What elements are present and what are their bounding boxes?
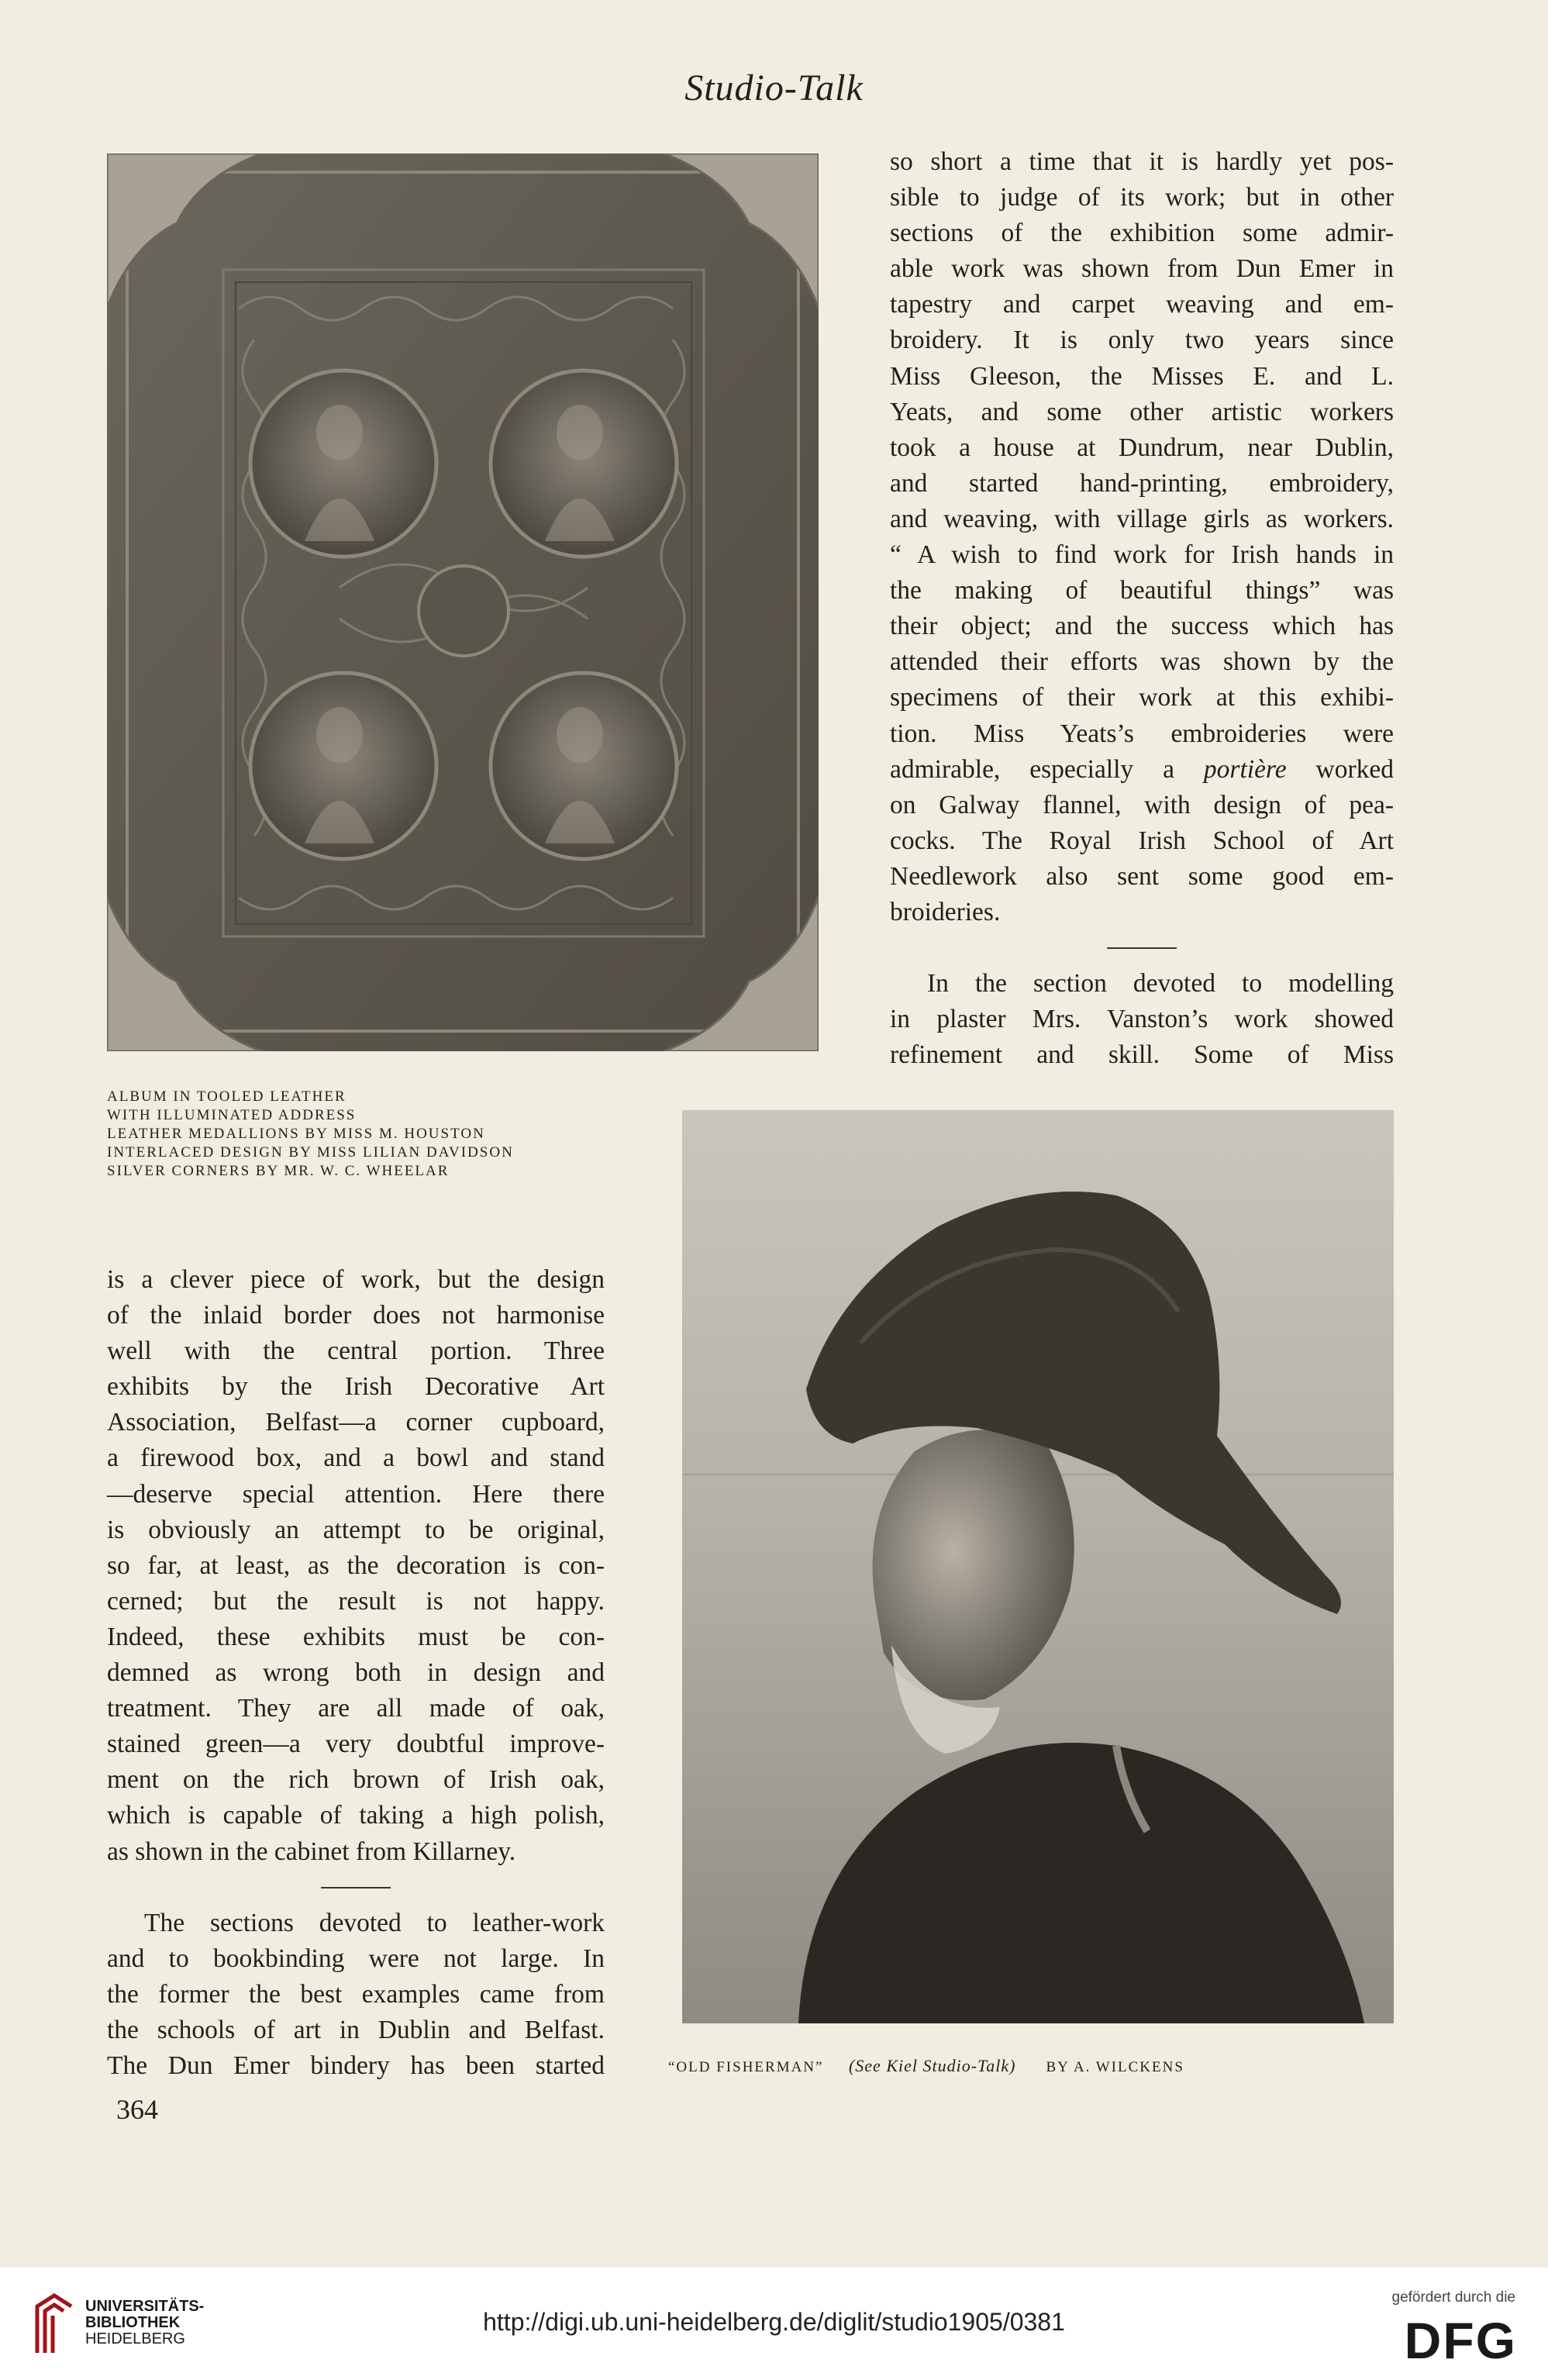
text-line: able work was shown from Dun Emer in (890, 254, 1394, 284)
album-plate-image (107, 153, 819, 1051)
page-number: 364 (116, 2094, 158, 2125)
text-line: is obviously an attempt to be original, (107, 1515, 605, 1544)
text-line: sections of the exhibition some admir- (890, 219, 1394, 248)
text-fragment: admirable, especially a (890, 754, 1174, 784)
right-column-text (890, 144, 1394, 1073)
text-line: so far, at least, as the decoration is con- (107, 1550, 605, 1580)
text-line: well with the central portion. Three (107, 1337, 605, 1366)
text-line: tion. Miss Yeats’s embroideries were (890, 719, 1394, 748)
text-line: a firewood box, and a bowl and stand (107, 1444, 605, 1473)
text-line: cocks. The Royal Irish School of Art (890, 826, 1394, 855)
fisherman-portrait-illustration (682, 1110, 1394, 2023)
text-line: of the inlaid border does not harmonise (107, 1301, 605, 1330)
text-line: the former the best examples came from (107, 1979, 605, 2009)
portiere-italic: portière (1203, 754, 1287, 784)
source-url-link[interactable]: http://digi.ub.uni-heidelberg.de/diglit/studio1905/0381 (483, 2308, 1065, 2336)
library-name-line: BIBLIOTHEK (85, 2314, 181, 2331)
text-line: their object; and the success which has (890, 612, 1394, 641)
text-line: Indeed, these exhibits must be con- (107, 1622, 605, 1651)
text-line: the schools of art in Dublin and Belfast. (107, 2015, 605, 2044)
running-head: Studio-Talk (684, 67, 864, 109)
text-line: the making of beautiful things” was (890, 576, 1394, 605)
text-line (890, 752, 1394, 788)
text-line: attended their efforts was shown by the (890, 647, 1394, 677)
text-line: Miss Gleeson, the Misses E. and L. (890, 361, 1394, 391)
text-line: exhibits by the Irish Decorative Art (107, 1372, 605, 1402)
text-line: is a clever piece of work, but the design (107, 1265, 605, 1294)
text-line: broidery. It is only two years since (890, 326, 1394, 355)
text-line: as shown in the cabinet from Killarney. (107, 1837, 516, 1866)
text-line: “ A wish to find work for Irish hands in (890, 540, 1394, 570)
album-cover-illustration (107, 153, 819, 1051)
text-line: refinement and skill. Some of Miss (890, 1040, 1394, 1070)
library-name-line: HEIDELBERG (85, 2330, 185, 2347)
text-line: ment on the rich brown of Irish oak, (107, 1765, 605, 1795)
album-caption-line: WITH ILLUMINATED ADDRESS (107, 1107, 357, 1123)
text-fragment: worked (1315, 754, 1395, 784)
text-line: and to bookbinding were not large. In (107, 1944, 605, 1973)
text-line: specimens of their work at this exhibi- (890, 683, 1394, 712)
text-line: stained green—a very doubtful improve- (107, 1730, 605, 1759)
text-line: on Galway flannel, with design of pea- (890, 790, 1394, 819)
text-line: treatment. They are all made of oak, (107, 1694, 605, 1723)
text-line: —deserve special attention. Here there (107, 1479, 605, 1509)
digitization-footer (0, 2268, 1548, 2380)
text-line: Association, Belfast—a corner cupboard, (107, 1408, 605, 1437)
text-line: The sections devoted to leather-work (144, 1908, 605, 1937)
album-caption-line: LEATHER MEDALLIONS BY MISS M. HOUSTON (107, 1126, 485, 1142)
text-line: cerned; but the result is not happy. (107, 1586, 605, 1616)
album-caption-line: SILVER CORNERS BY MR. W. C. WHEELAR (107, 1163, 450, 1179)
album-caption-line: ALBUM IN TOOLED LEATHER (107, 1088, 346, 1105)
text-line: tapestry and carpet weaving and em- (890, 290, 1394, 319)
section-divider (1107, 947, 1177, 949)
dfg-logo: DFG (1404, 2312, 1517, 2369)
text-line: Needlework also sent some good em- (890, 861, 1394, 891)
text-line: and weaving, with village girls as workers. (890, 504, 1394, 533)
text-line: so short a time that it is hardly yet pos- (890, 147, 1394, 176)
text-line: took a house at Dundrum, near Dublin, (890, 433, 1394, 462)
text-line: In the section devoted to modelling (927, 969, 1394, 999)
fisherman-caption (668, 2056, 1184, 2076)
album-caption (107, 1088, 514, 1181)
text-line: The Dun Emer bindery has been started (107, 2051, 605, 2080)
text-line: in plaster Mrs. Vanston’s work showed (890, 1005, 1394, 1034)
fisherman-caption-note: (See Kiel Studio-Talk) (848, 2056, 1016, 2075)
section-divider (321, 1887, 391, 1888)
album-caption-line: INTERLACED DESIGN BY MISS LILIAN DAVIDSON (107, 1144, 514, 1161)
funded-by-label: gefördert durch die (1391, 2289, 1515, 2306)
left-column-text (107, 1262, 605, 2084)
text-line: and started hand-printing, embroidery, (890, 468, 1394, 498)
library-name-line: UNIVERSITÄTS- (85, 2298, 205, 2315)
text-line: demned as wrong both in design and (107, 1658, 605, 1688)
text-line: which is capable of taking a high polish, (107, 1801, 605, 1830)
fisherman-caption-title: “OLD FISHERMAN” (668, 2059, 824, 2075)
text-line: sible to judge of its work; but in other (890, 183, 1394, 212)
text-line: broideries. (890, 897, 1001, 926)
fisherman-caption-credit: BY A. WILCKENS (1046, 2059, 1184, 2075)
fisherman-plate-image (682, 1110, 1394, 2023)
text-line: Yeats, and some other artistic workers (890, 397, 1394, 426)
